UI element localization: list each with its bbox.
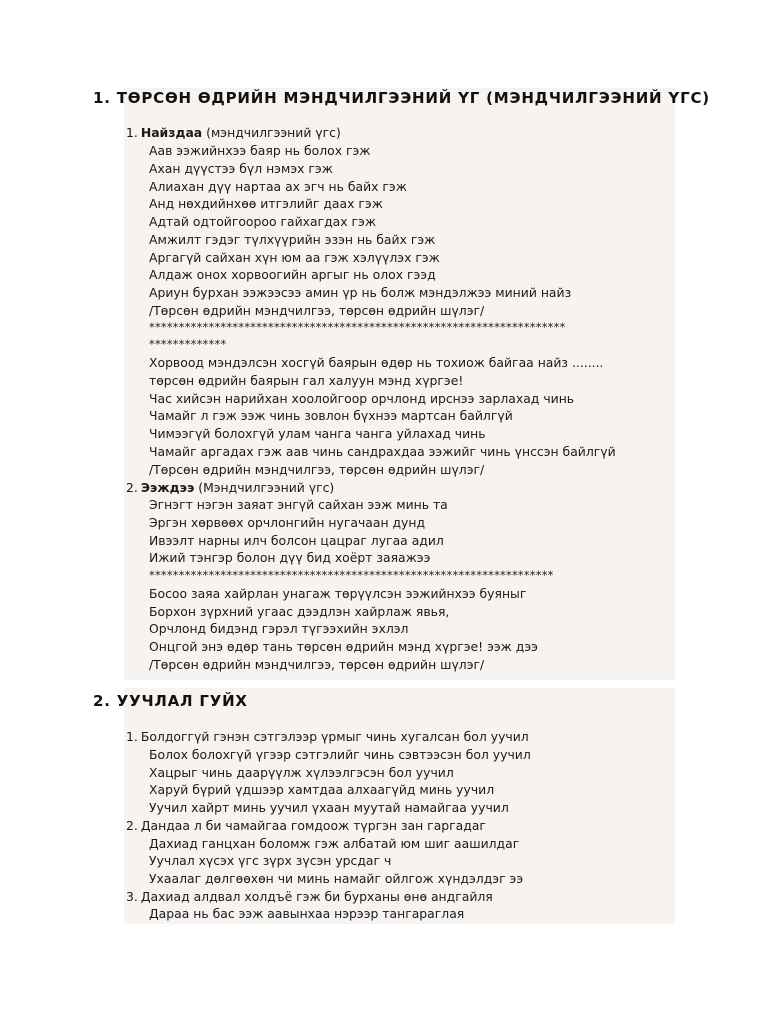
poem-line: Адтай одтойгоороо гайхагдах гэж bbox=[149, 214, 376, 229]
poem-line: Алиахан дүү нартаа ах эгч нь байх гэж bbox=[149, 179, 407, 194]
s2-item1-first bbox=[126, 728, 529, 745]
s1-item2-number: 2. bbox=[126, 480, 138, 495]
poem-line: Амжилт гэдэг түлхүүрийн эзэн нь байх гэж bbox=[149, 232, 436, 247]
poem-line: Чамайг аргадах гэж аав чинь сандрахдаа ээжийг чинь үнссэн байлгүй bbox=[149, 444, 616, 459]
poem-line: /Төрсөн өдрийн мэндчилгээ, төрсөн өдрийн шүлэг/ bbox=[149, 462, 485, 477]
poem-line: /Төрсөн өдрийн мэндчилгээ, төрсөн өдрийн шүлэг/ bbox=[149, 303, 485, 318]
poem-line: Аав ээжийнхээ баяр нь болох гэж bbox=[149, 143, 371, 158]
poem-line: Уучил хайрт минь уучил үхаан муутай намайгаа уучил bbox=[149, 800, 509, 815]
s2-item2-number: 2. bbox=[126, 818, 138, 833]
s2-item3-first bbox=[126, 888, 493, 905]
poem-line: Ахан дүүстээ бүл нэмэх гэж bbox=[149, 161, 333, 176]
poem-line: Борхон зүрхний угаас дээдлэн хайрлаж явья, bbox=[149, 604, 450, 619]
poem-line: Харуй бүрий үдшээр хамтдаа алхаагүйд минь уучил bbox=[149, 782, 495, 797]
poem-line: Алдаж онох хорвоогийн аргыг нь олох гээд bbox=[149, 267, 436, 282]
poem-line: төрсөн өдрийн баярын гал халуун мэнд хүргэе! bbox=[149, 373, 464, 388]
section1-heading: 1. ТӨРСӨН ӨДРИЙН МЭНДЧИЛГЭЭНИЙ ҮГ (МЭНДЧИЛГЭЭНИЙ ҮГС) bbox=[93, 89, 710, 107]
poem-line: Дахиад ганцхан боломж гэж албатай юм шиг аашилдаг bbox=[149, 836, 520, 851]
s2-item3-number: 3. bbox=[126, 889, 138, 904]
stars-divider: ******************************************************************** bbox=[149, 568, 554, 582]
poem-line: Эгнэгт нэгэн заяат энгүй сайхан ээж минь та bbox=[149, 497, 448, 512]
poem-line: Босоо заяа хайрлан унагаж төрүүлсэн ээжийнхээ буяныг bbox=[149, 586, 527, 601]
poem-line: Хацрыг чинь даарүүлж хүлээлгэсэн бол уучил bbox=[149, 765, 454, 780]
poem-line: Хорвоод мэндэлсэн хосгүй баярын өдөр нь тохиож байгаа найз ........ bbox=[149, 355, 604, 370]
s2-item2-first bbox=[126, 817, 486, 834]
poem-line: Эргэн хөрвөөх орчлонгийн нугачаан дунд bbox=[149, 515, 426, 530]
s1-item2-label bbox=[126, 479, 334, 496]
poem-line: Орчлонд бидэнд гэрэл түгээхийн эхлэл bbox=[149, 621, 409, 636]
poem-line: Ивээлт нарны илч болсон цацраг лугаа адил bbox=[149, 533, 444, 548]
poem-line: Ижий тэнгэр болон дүү бид хоёрт заяажээ bbox=[149, 550, 431, 565]
s1-item1-rest: (мэндчилгээний үгс) bbox=[202, 125, 341, 140]
poem-line: Час хийсэн нарийхан хоолойгоор орчлонд ирснээ зарлахад чинь bbox=[149, 391, 575, 406]
s1-item2-rest: (Мэндчилгээний үгс) bbox=[194, 480, 335, 495]
s1-item1-label bbox=[126, 124, 341, 141]
poem-line: Онцгой энэ өдөр тань төрсөн өдрийн мэнд хүргэе! ээж дээ bbox=[149, 639, 538, 654]
poem-line: Ариун бурхан ээжээсээ амин үр нь болж мэндэлжээ миний найз bbox=[149, 285, 572, 300]
poem-line: Ухаалаг дөлгөөхөн чи минь намайг ойлгож хүндэлдэг ээ bbox=[149, 871, 524, 886]
s2-item2-text: Дандаа л би чамайгаа гомдоож түргэн зан гаргадаг bbox=[140, 818, 486, 833]
section2-heading: 2. УУЧЛАЛ ГУЙХ bbox=[93, 692, 248, 710]
s2-item1-number: 1. bbox=[126, 729, 138, 744]
s2-item3-text: Дахиад алдвал холдъё гэж би бурханы өнө андгайля bbox=[140, 889, 493, 904]
poem-line: Аргагүй сайхан хүн юм аа гэж хэлүүлэх гэж bbox=[149, 250, 440, 265]
poem-line: Чимээгүй болохгүй улам чанга чанга уйлахад чинь bbox=[149, 426, 486, 441]
s2-item1-text: Болдоггүй гэнэн сэтгэлээр үрмыг чинь хугалсан бол уучил bbox=[140, 729, 529, 744]
poem-line: Болох болохгүй үгээр сэтгэлийг чинь сэвтээсэн бол уучил bbox=[149, 747, 531, 762]
poem-line: Уучлал хүсэх үгс зүрх зүсэн урсдаг ч bbox=[149, 853, 392, 868]
poem-line: Дараа нь бас ээж аавынхаа нэрээр тангараглая bbox=[149, 906, 465, 921]
stars-divider: ********************************************************************** bbox=[149, 320, 566, 334]
poem-line: /Төрсөн өдрийн мэндчилгээ, төрсөн өдрийн шүлэг/ bbox=[149, 657, 485, 672]
s1-item2-bold: Ээждээ bbox=[140, 480, 195, 495]
stars-divider: ************* bbox=[149, 337, 227, 351]
poem-line: Анд нөхдийнхөө итгэлийг даах гэж bbox=[149, 196, 383, 211]
s1-item1-bold: Найздаа bbox=[140, 125, 203, 140]
s1-item1-number: 1. bbox=[126, 125, 138, 140]
poem-line: Чамайг л гэж ээж чинь зовлон бүхнээ мартсан байлгүй bbox=[149, 408, 513, 423]
